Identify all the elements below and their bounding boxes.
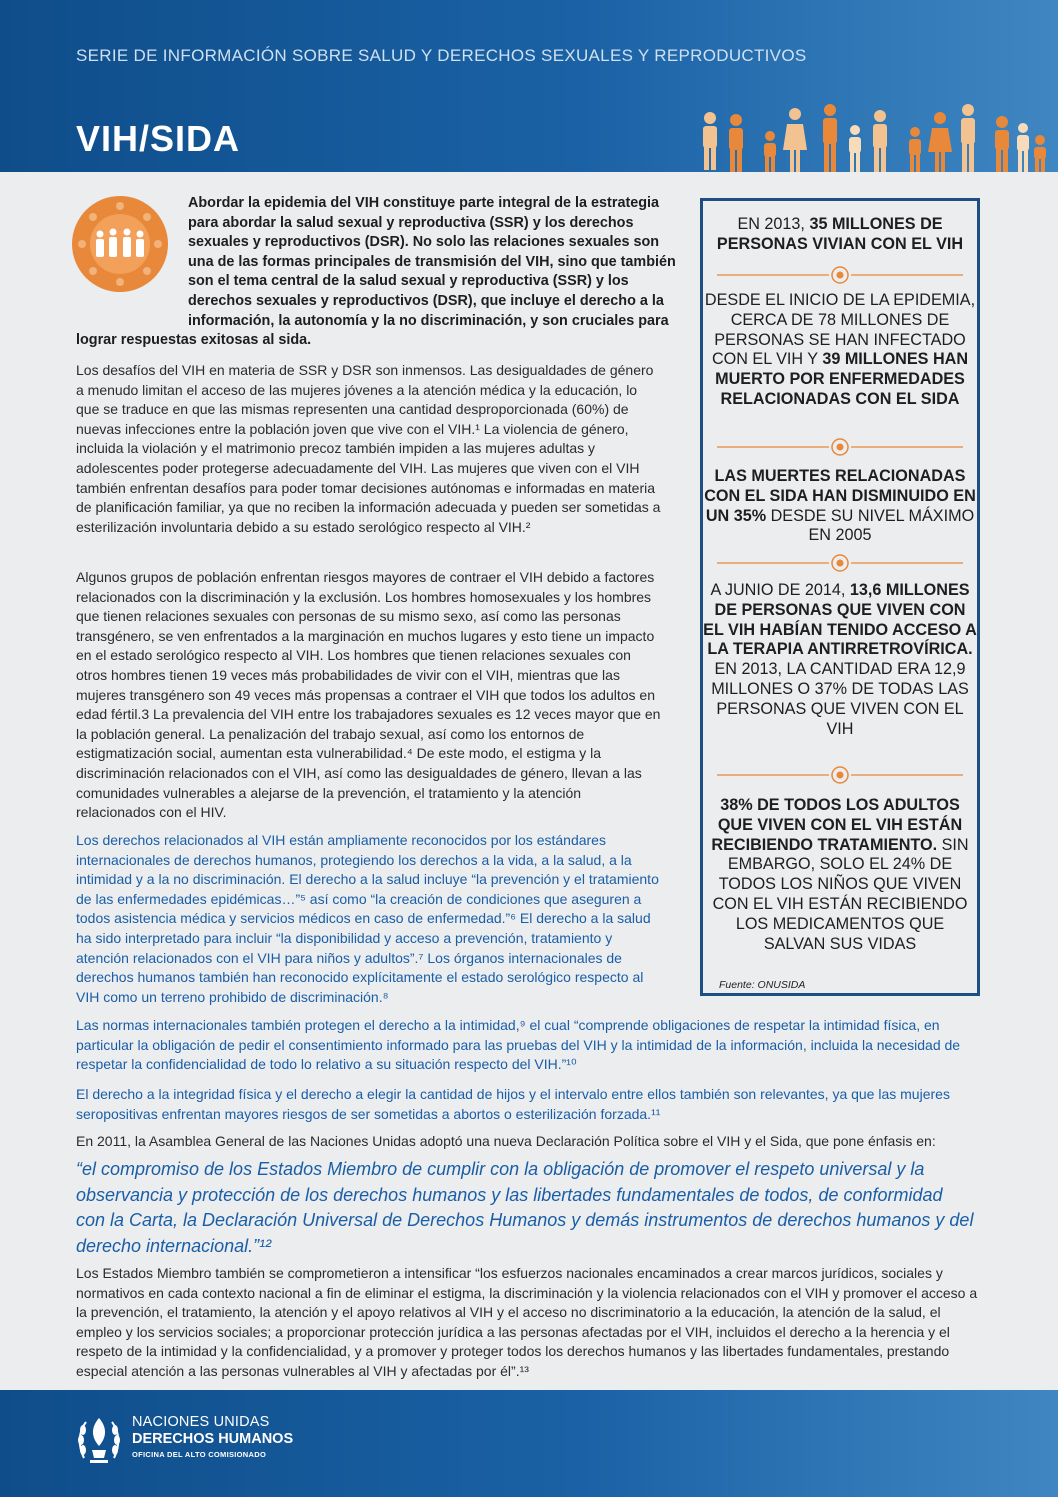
paragraph-declaration: En 2011, la Asamblea General de las Naciones Unidas adoptó una nueva Declaración Política sobre el VIH y el Sida, que pone énfasis en: bbox=[76, 1133, 936, 1149]
circle-ornament-icon bbox=[717, 553, 963, 573]
circle-ornament-icon bbox=[717, 437, 963, 457]
stat-treatment: 38% DE TODOS LOS ADULTOS QUE VIVEN CON EL VIH ESTÁN RECIBIENDO TRATAMIENTO. SIN EMBARGO, SOLO EL 24% DE TODOS LOS NIÑOS QUE VIVEN CON EL VIH ESTÁN RECIBIENDO LOS MEDICAMENTOS QUE SALVAN SUS VIDAS bbox=[711, 796, 969, 953]
stat-2013: EN 2013, 35 MILLONES DE PERSONAS VIVIAN CON EL VIH bbox=[716, 215, 964, 253]
paragraph-privacy: Las normas internacionales también protegen el derecho a la intimidad,⁹ el cual “comprende obligaciones de respetar la intimidad física, en particular la obligación de pedir el consentimiento informado para las pruebas del VIH y la intimidad de la información, incluida la necesidad de respetar la confidencialidad de todo lo relativo a su situación respecto del VIH.”¹⁰ bbox=[76, 1017, 961, 1073]
page-content bbox=[0, 172, 1058, 1390]
org-name-line2: DERECHOS HUMANOS bbox=[132, 1431, 294, 1447]
un-olive-wreath-logo-icon bbox=[76, 1410, 122, 1470]
paragraph-commitments: Los Estados Miembro también se comprometieron a intensificar “los esfuerzos nacionales encaminados a crear marcos jurídicos, sociales y normativos en cada contexto nacional a fin de eliminar el estigma, la discriminación y la violencia relacionados con el VIH y promover el acceso a la prevención, el tratamiento, la atención y el apoyo relativos al VIH y el acceso no discriminatorio a la educación, la atención de la salud, el empleo y los servicios sociales; a proporcionar protección jurídica a las personas afectadas por el VIH, incluidos el derecho a la herencia y el respeto de la intimidad y la confidencialidad, y a promover y proteger todos los derechos humanos y las libertades fundamentales, prestando especial atención a las personas vulnerables al VIH y afectadas por él”.¹³ bbox=[76, 1265, 978, 1379]
circle-ornament-icon bbox=[717, 265, 963, 285]
org-name-line1: NACIONES UNIDAS bbox=[132, 1414, 270, 1430]
stats-source: Fuente: ONUSIDA bbox=[719, 979, 806, 991]
intro-text: Abordar la epidemia del VIH constituye parte integral de la estrategia para abordar la salud sexual y reproductiva (SSR) y los derechos sexuales y reproductivos (DSR). No solo las relaciones sexuales son una de las formas principales de transmisión del VIH, sino que también son el tema central de la salud sexual y reproductiva (SSR) y los derechos sexuales y reproductivos (DSR), que incluye el derecho a la información, la autonomía y la no discriminación, y son cruciales para lograr respuestas exitosas al sida. bbox=[76, 195, 676, 349]
circle-ornament-icon bbox=[717, 765, 963, 785]
people-family-icon bbox=[690, 100, 1058, 172]
page-footer bbox=[0, 1390, 1058, 1497]
series-title: SERIE DE INFORMACIÓN SOBRE SALUD Y DERECHOS SEXUALES Y REPRODUCTIVOS bbox=[76, 46, 807, 65]
org-name-line3: OFICINA DEL ALTO COMISIONADO bbox=[132, 1450, 267, 1459]
stat-epidemic: DESDE EL INICIO DE LA EPIDEMIA, CERCA DE 78 MILLONES DE PERSONAS SE HAN INFECTADO CON EL VIH Y 39 MILLONES HAN MUERTO POR ENFERMEDADES RELACIONADAS CON EL SIDA bbox=[704, 291, 976, 408]
stats-box bbox=[700, 198, 980, 996]
paragraph-integrity: El derecho a la integridad física y el derecho a elegir la cantidad de hijos y el intervalo entre ellos también son relevantes, ya que las mujeres seropositivas enfrentan mayores riesgos de ser sometidas a abortos o esterilización forzada.¹¹ bbox=[76, 1086, 950, 1122]
stat-deaths: LAS MUERTES RELACIONADAS CON EL SIDA HAN DISMINUIDO EN UN 35% DESDE SU NIVEL MÁXIMO EN 2005 bbox=[704, 467, 976, 545]
paragraph-challenges: Los desafíos del VIH en materia de SSR y DSR son inmensos. Las desigualdades de género a menudo limitan el acceso de las mujeres jóvenes a la atención médica y la educación, lo que se traduce en que las mismas representen una cantidad desproporcionada (60%) de nuevas infecciones entre la población joven que vive con el VIH.¹ La violencia de género, incluida la violación y el matrimonio precoz también impiden a las mujeres adultas y adolescentes poder protegerse adecuadamente del VIH. Las mujeres que viven con el VIH también enfrentan desafíos para poder tomar decisiones autónomas e informadas en materia de planificación familiar, ya que no reciben la información adecuada y pueden ser sometidas a esterilización involuntaria debido a su estado serológico respecto al VIH.² bbox=[76, 362, 661, 535]
paragraph-rights: Los derechos relacionados al VIH están ampliamente reconocidos por los estándares internacionales de derechos humanos, protegiendo los derechos a la vida, a la salud, a la intimidad y a la no discriminación. El derecho a la salud incluye “la prevención y el tratamiento de las enfermedades epidémicas…”⁵ así como “la creación de condiciones que aseguren a todos asistencia médica y servicios médicos en caso de enfermedad.”⁶ El derecho a la salud ha sido interpretado para incluir “la disponibilidad y acceso a prevención, tratamiento y atención relacionados con el VIH para niños y adultos”.⁷ Los órganos internacionales de derechos humanos también han reconocido explícitamente el estado serológico respecto al VIH como un terreno prohibido de discriminación.⁸ bbox=[76, 832, 659, 1005]
stat-therapy: A JUNIO DE 2014, 13,6 MILLONES DE PERSONAS QUE VIVEN CON EL VIH HABÍAN TENIDO ACCESO A LA TERAPIA ANTIRRETROVÍRICA. EN 2013, LA CANTIDAD ERA 12,9 MILLONES O 37% DE TODAS LAS PERSONAS QUE VIVEN CON EL VIH bbox=[703, 581, 977, 738]
page-title: VIH/SIDA bbox=[76, 118, 241, 159]
paragraph-groups: Algunos grupos de población enfrentan riesgos mayores de contraer el VIH debido a factores relacionados con la discriminación y la exclusión. Los hombres homosexuales y los hombres que tienen relaciones sexuales con personas de su mismo sexo, así como las personas transgénero, se ven enfrentados a la marginación en muchos lugares y esto tiene un impacto en el estado serológico respecto al VIH. Los hombres que tienen relaciones sexuales con otros hombres tienen 19 veces más probabilidades de vivir con el VIH, mientras que las mujeres transgénero son 49 veces más propensas a contraer el VIH que todos los adultos en edad fértil.3 La prevalencia del VIH entre los trabajadores sexuales es 12 veces mayor que en la población general. La penalización del trabajo sexual, así como los entornos de estigmatización social, aumentan esta vulnerabilidad.⁴ De este modo, el estigma y la discriminación relacionados con el VIH, así como las desigualdades de género, llevan a las comunidades vulnerables a alejarse de la prevención, el tratamiento y la atención relacionados con el HIV. bbox=[76, 569, 661, 821]
declaration-quote: “el compromiso de los Estados Miembro de cumplir con la obligación de promover el respeto universal y la observancia y protección de los derechos humanos y las libertades fundamentales de todos, de conformidad con la Carta, la Declaración Universal de Derechos Humanos y demás instrumentos de derechos humanos y del derecho internacional.”¹² bbox=[76, 1159, 974, 1256]
page-header bbox=[0, 0, 1058, 172]
intro-paragraph bbox=[76, 194, 676, 351]
